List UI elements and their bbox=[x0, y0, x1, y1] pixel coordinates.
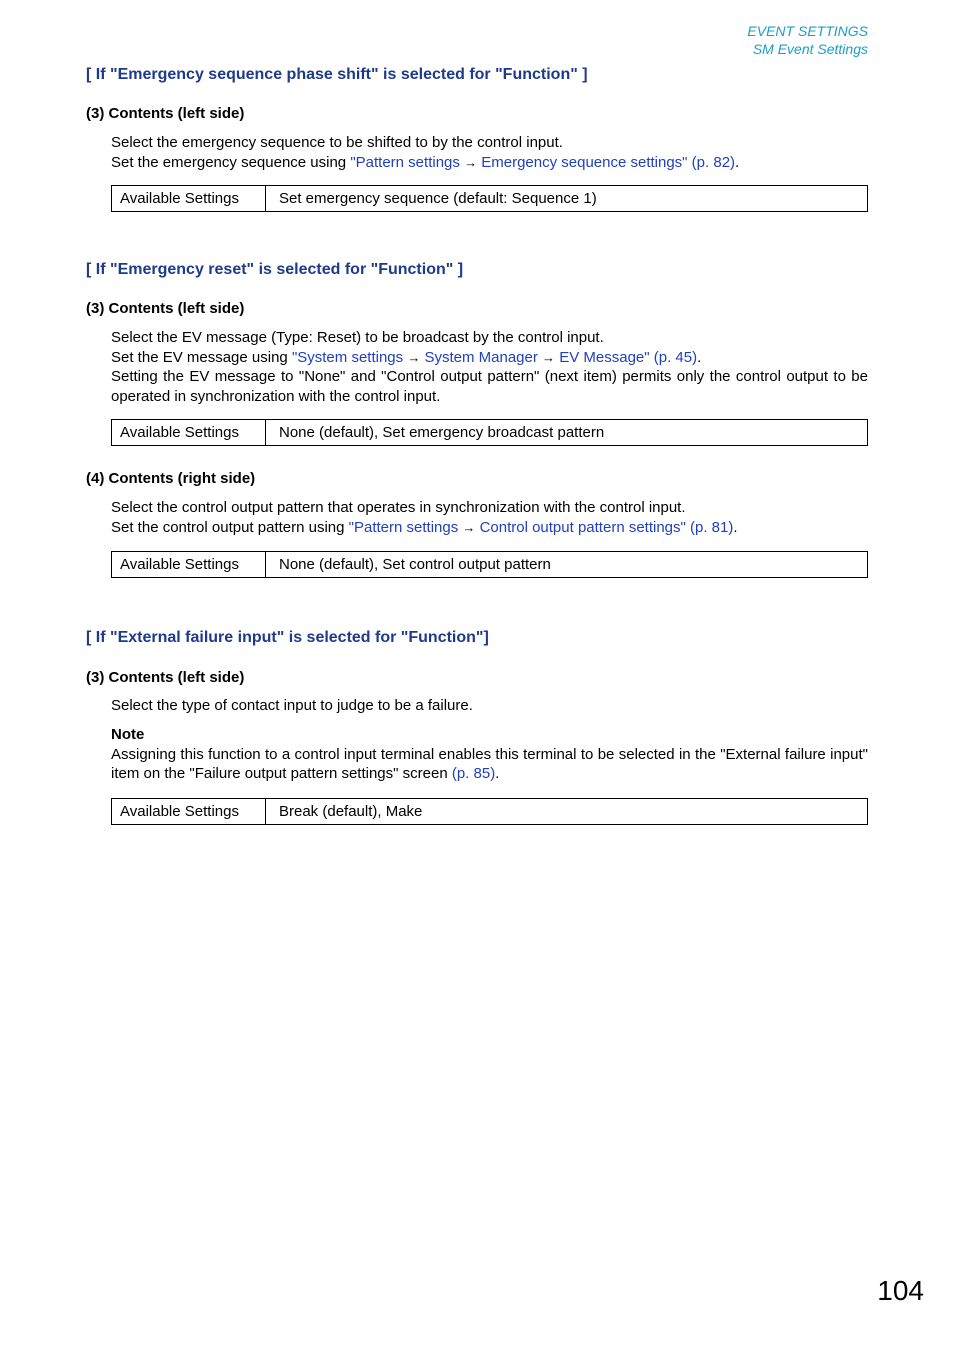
arrow-right-icon: → bbox=[407, 349, 421, 365]
section-title-emergency-reset: [ If "Emergency reset" is selected for "Function" ] bbox=[86, 261, 464, 278]
link-page-85[interactable]: (p. 85) bbox=[451, 765, 496, 782]
subheading-contents-right: (4) Contents (right side) bbox=[86, 470, 256, 487]
settings-table bbox=[111, 185, 868, 212]
text-span: . bbox=[495, 765, 500, 782]
text-line: Setting the EV message to "None" and "Control output pattern" (next item) permits only the control output to be operated in synchronization with the control input. bbox=[111, 368, 868, 405]
settings-value: None (default), Set emergency broadcast pattern bbox=[279, 424, 605, 441]
text-span: Set the EV message using bbox=[111, 348, 292, 366]
link-system-manager[interactable]: System Manager bbox=[424, 348, 538, 366]
settings-value: None (default), Set control output pattern bbox=[279, 556, 551, 573]
text-line bbox=[111, 153, 868, 173]
subheading-contents-left: (3) Contents (left side) bbox=[86, 300, 245, 317]
running-header bbox=[747, 22, 868, 58]
link-pattern-settings[interactable]: "Pattern settings bbox=[350, 153, 460, 171]
text-line: Select the control output pattern that operates in synchronization with the control input. bbox=[111, 499, 686, 516]
settings-label: Available Settings bbox=[112, 799, 266, 824]
settings-value: Break (default), Make bbox=[279, 803, 423, 820]
text-line: Select the type of contact input to judge to be a failure. bbox=[111, 697, 473, 714]
header-section: SM Event Settings bbox=[752, 41, 868, 57]
settings-label: Available Settings bbox=[112, 186, 266, 211]
link-control-output-pattern-settings[interactable]: Control output pattern settings" (p. 81) bbox=[479, 518, 734, 536]
text-line bbox=[111, 518, 868, 538]
link-pattern-settings[interactable]: "Pattern settings bbox=[348, 518, 459, 536]
arrow-right-icon: → bbox=[464, 154, 478, 170]
header-chapter: EVENT SETTINGS bbox=[747, 23, 868, 39]
text-line: Select the EV message (Type: Reset) to be broadcast by the control input. bbox=[111, 329, 604, 346]
settings-table bbox=[111, 798, 868, 825]
paragraph bbox=[111, 498, 868, 537]
text-span: Set the control output pattern using bbox=[111, 518, 349, 536]
text-span: . bbox=[733, 518, 738, 536]
note-block bbox=[111, 725, 868, 784]
paragraph bbox=[111, 133, 868, 172]
text-span: Assigning this function to a control input terminal enables this terminal to be selected in the "External failure input" item on the "Failure output pattern settings" screen bbox=[111, 745, 868, 782]
paragraph bbox=[111, 328, 868, 406]
settings-table bbox=[111, 419, 868, 446]
arrow-right-icon: → bbox=[462, 519, 476, 535]
subheading-contents-left: (3) Contents (left side) bbox=[86, 105, 245, 122]
text-span: . bbox=[697, 348, 702, 366]
text-line: Select the emergency sequence to be shifted to by the control input. bbox=[111, 134, 563, 151]
section-title-external-failure: [ If "External failure input" is selected for "Function"] bbox=[86, 629, 489, 646]
link-system-settings[interactable]: "System settings bbox=[291, 348, 404, 366]
text-span: Set the emergency sequence using bbox=[111, 153, 351, 171]
section-title-phase-shift: [ If "Emergency sequence phase shift" is selected for "Function" ] bbox=[86, 66, 588, 83]
settings-value: Set emergency sequence (default: Sequence 1) bbox=[279, 190, 597, 207]
text-span: . bbox=[735, 153, 740, 171]
paragraph bbox=[111, 696, 868, 716]
text-line bbox=[111, 348, 868, 368]
link-ev-message[interactable]: EV Message" (p. 45) bbox=[559, 348, 698, 366]
link-emergency-sequence-settings[interactable]: Emergency sequence settings" (p. 82) bbox=[481, 153, 736, 171]
settings-table bbox=[111, 551, 868, 578]
settings-label: Available Settings bbox=[112, 420, 266, 445]
subheading-contents-left: (3) Contents (left side) bbox=[86, 669, 245, 686]
note-text bbox=[111, 745, 868, 784]
settings-label: Available Settings bbox=[112, 552, 266, 577]
note-heading: Note bbox=[111, 726, 145, 743]
arrow-right-icon: → bbox=[542, 349, 556, 365]
page-number: 104 bbox=[877, 1275, 924, 1306]
